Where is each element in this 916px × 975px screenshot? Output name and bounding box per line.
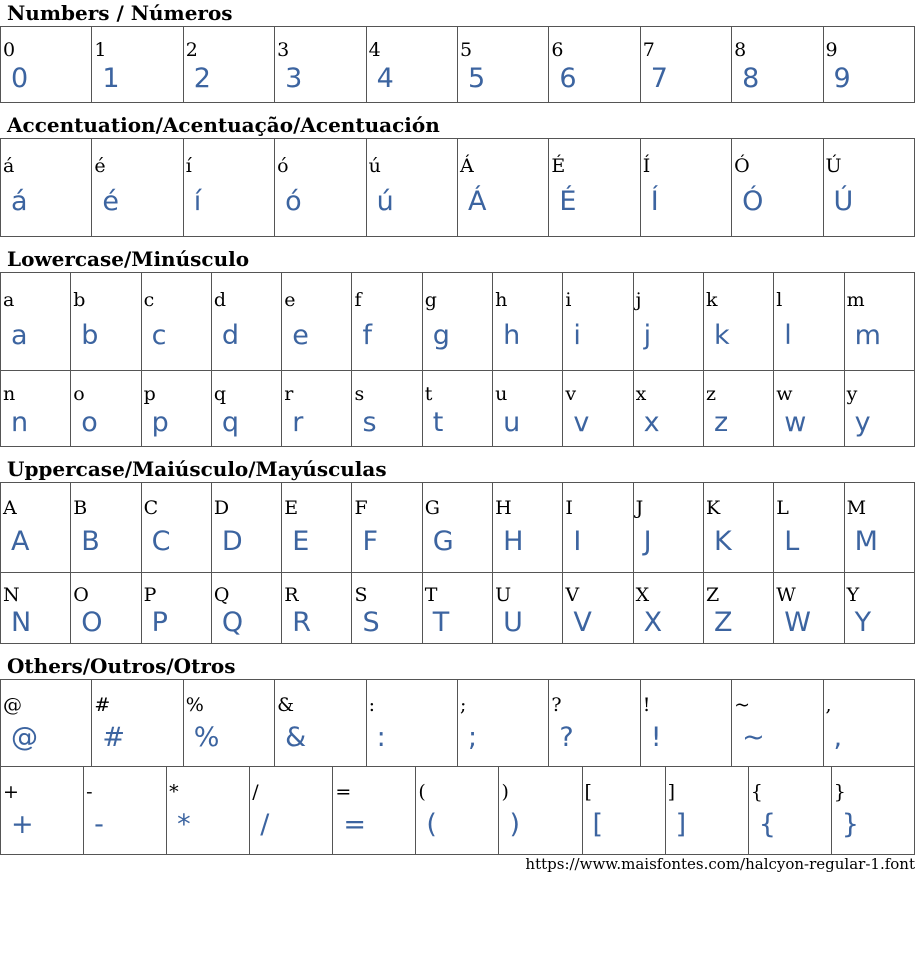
glyph-cell (732, 680, 823, 767)
glyph-cell (275, 680, 366, 767)
glyph-cell (282, 483, 352, 573)
glyph-sample: - (94, 809, 104, 840)
char-label: Q (213, 584, 230, 606)
glyph-sample: ~ (742, 722, 765, 753)
glyph-cell (211, 273, 281, 371)
glyph-cell (823, 139, 914, 237)
glyph-sample: E (292, 526, 310, 557)
char-label: Ú (825, 155, 842, 177)
char-label: q (213, 383, 227, 405)
glyph-sample: ) (509, 809, 521, 840)
char-label: H (495, 497, 512, 519)
glyph-sample: { (758, 809, 776, 840)
glyph-row (0, 370, 915, 447)
glyph-row (0, 572, 915, 644)
glyph-cell (582, 767, 665, 855)
char-label: c (143, 289, 155, 311)
glyph-cell (416, 767, 499, 855)
glyph-cell (1, 371, 71, 447)
glyph-cell (282, 273, 352, 371)
glyph-sample: 0 (11, 63, 29, 94)
glyph-cell (84, 767, 167, 855)
glyph-cell (844, 573, 914, 644)
glyph-sample: Á (467, 186, 487, 217)
glyph-sample: ( (426, 809, 437, 840)
glyph-cell (333, 767, 416, 855)
glyph-cell (493, 371, 563, 447)
char-label: g (424, 289, 437, 311)
glyph-cell (183, 27, 274, 103)
char-label: X (635, 584, 650, 606)
glyph-cell (493, 573, 563, 644)
glyph-sample: j (643, 320, 652, 351)
char-label: ú (368, 155, 381, 177)
char-label: r (284, 383, 294, 405)
glyph-sample: í (193, 186, 202, 217)
glyph-cell (211, 483, 281, 573)
glyph-cell (640, 139, 731, 237)
glyph-sample: C (151, 526, 171, 557)
glyph-cell (1, 573, 71, 644)
char-label: R (284, 584, 299, 606)
glyph-sample: Í (650, 186, 659, 217)
glyph-cell (352, 573, 422, 644)
char-label: Y (846, 584, 860, 606)
glyph-sample: z (713, 407, 729, 438)
glyph-cell (92, 139, 183, 237)
glyph-sample: 7 (650, 63, 668, 94)
glyph-cell (211, 371, 281, 447)
char-label: { (750, 781, 763, 803)
glyph-row (0, 679, 915, 767)
char-label: f (354, 289, 362, 311)
char-label: K (705, 497, 721, 519)
char-label: ~ (734, 694, 751, 716)
glyph-sample: É (559, 186, 577, 217)
glyph-cell (141, 273, 211, 371)
char-label: 9 (825, 39, 838, 61)
char-label: Ó (734, 155, 750, 177)
char-label: 0 (3, 39, 16, 61)
char-label: 2 (185, 39, 198, 61)
glyph-cell (1, 767, 84, 855)
char-label: a (3, 289, 15, 311)
glyph-sample: J (643, 526, 652, 557)
char-label: 5 (459, 39, 473, 61)
char-label: z (705, 383, 716, 405)
glyph-sample: ] (675, 809, 687, 840)
char-label: l (776, 289, 783, 311)
char-label: * (169, 781, 179, 803)
glyph-cell (844, 273, 914, 371)
glyph-sample: N (11, 607, 32, 638)
char-label: i (565, 289, 572, 311)
char-label: ; (459, 694, 467, 716)
glyph-sample: = (343, 809, 366, 840)
glyph-sample: y (854, 407, 871, 438)
char-label: j (635, 289, 642, 311)
glyph-cell (774, 273, 844, 371)
char-label: # (94, 694, 111, 716)
glyph-sample: q (221, 407, 240, 438)
char-label: 7 (642, 39, 655, 61)
glyph-cell (499, 767, 582, 855)
glyph-cell (141, 483, 211, 573)
section-title: Accentuation/Acentuação/Acentuación (7, 113, 440, 137)
glyph-sample: P (151, 607, 168, 638)
glyph-sample: 6 (559, 63, 577, 94)
glyph-cell (275, 27, 366, 103)
char-label: I (565, 497, 573, 519)
glyph-sample: * (177, 809, 191, 840)
char-label: n (3, 383, 16, 405)
glyph-cell (422, 273, 492, 371)
char-label: ! (642, 694, 651, 716)
glyph-sample: x (643, 407, 660, 438)
glyph-cell (71, 573, 141, 644)
char-label: A (3, 497, 17, 519)
glyph-sample: 5 (467, 63, 486, 94)
glyph-cell (703, 483, 773, 573)
glyph-cell (703, 573, 773, 644)
glyph-sample: 1 (102, 63, 120, 94)
glyph-sample: 8 (742, 63, 760, 94)
glyph-cell (563, 371, 633, 447)
glyph-sample: w (784, 407, 807, 438)
glyph-sample: ? (559, 722, 574, 753)
glyph-sample: r (292, 407, 304, 438)
glyph-sample: + (11, 809, 34, 840)
char-label: C (143, 497, 159, 519)
char-label: + (3, 781, 19, 803)
glyph-sample: h (503, 320, 521, 351)
char-label: p (143, 383, 156, 405)
glyph-cell (422, 371, 492, 447)
glyph-cell (1, 139, 92, 237)
char-label: x (635, 383, 647, 405)
glyph-cell (1, 483, 71, 573)
glyph-cell (549, 680, 640, 767)
glyph-cell (844, 483, 914, 573)
char-label: í (185, 155, 192, 177)
glyph-cell (774, 483, 844, 573)
glyph-sample: e (292, 320, 309, 351)
glyph-cell (774, 573, 844, 644)
glyph-sample: 2 (193, 63, 211, 94)
char-label: 4 (368, 39, 381, 61)
glyph-sample: s (362, 407, 377, 438)
glyph-sample: ; (467, 722, 478, 753)
glyph-cell (633, 483, 703, 573)
char-label: [ (584, 781, 592, 803)
glyph-cell (774, 371, 844, 447)
glyph-sample: l (784, 320, 792, 351)
char-label: ? (551, 694, 562, 716)
glyph-cell (282, 371, 352, 447)
glyph-cell (183, 139, 274, 237)
char-label: Á (459, 155, 474, 177)
char-label: U (495, 584, 512, 606)
glyph-cell (250, 767, 333, 855)
char-label: % (185, 694, 204, 716)
glyph-sample: k (713, 320, 730, 351)
glyph-cell (1, 680, 92, 767)
glyph-sample: R (292, 607, 311, 638)
section-title: Others/Outros/Otros (7, 654, 236, 678)
glyph-sample: f (362, 320, 372, 351)
char-label: E (284, 497, 299, 519)
char-label: v (565, 383, 577, 405)
char-label: T (424, 584, 438, 606)
char-label: - (86, 781, 93, 803)
source-url: https://www.maisfontes.com/halcyon-regular-1.font (525, 855, 915, 873)
glyph-cell (366, 27, 457, 103)
char-label: B (73, 497, 88, 519)
char-label: á (3, 155, 15, 177)
glyph-sample: / (260, 809, 270, 840)
glyph-cell (366, 139, 457, 237)
glyph-row (0, 482, 915, 573)
char-label: , (825, 694, 832, 716)
glyph-cell (71, 483, 141, 573)
char-label: F (354, 497, 368, 519)
char-label: h (495, 289, 508, 311)
char-label: : (368, 694, 375, 716)
glyph-sample: t (432, 407, 444, 438)
char-label: / (252, 781, 259, 803)
section-title: Uppercase/Maiúsculo/Mayúsculas (7, 457, 387, 481)
glyph-sample: v (573, 407, 590, 438)
char-label: u (495, 383, 508, 405)
char-label: ] (667, 781, 676, 803)
char-label: W (776, 584, 796, 606)
glyph-cell (92, 680, 183, 767)
glyph-sample: D (221, 526, 243, 557)
glyph-sample: ú (376, 186, 394, 217)
glyph-cell (422, 573, 492, 644)
char-label: m (846, 289, 865, 311)
glyph-cell (732, 27, 823, 103)
glyph-sample: G (432, 526, 454, 557)
section-title: Numbers / Números (7, 1, 233, 25)
char-label: ó (277, 155, 289, 177)
glyph-sample: ! (650, 722, 662, 753)
char-label: O (73, 584, 89, 606)
glyph-cell (1, 27, 92, 103)
glyph-sample: V (573, 607, 592, 638)
glyph-sample: K (713, 526, 732, 557)
char-label: V (565, 584, 580, 606)
glyph-cell (141, 573, 211, 644)
glyph-sample: U (503, 607, 523, 638)
glyph-sample: Ú (833, 186, 854, 217)
glyph-cell (831, 767, 914, 855)
glyph-cell (211, 573, 281, 644)
glyph-cell (563, 483, 633, 573)
char-label: J (635, 497, 644, 519)
glyph-cell (633, 573, 703, 644)
char-label: 1 (94, 39, 107, 61)
glyph-cell (141, 371, 211, 447)
glyph-sample: Z (713, 607, 733, 638)
char-label: 8 (734, 39, 747, 61)
glyph-sample: é (102, 186, 120, 217)
glyph-cell (703, 273, 773, 371)
char-label: = (335, 781, 352, 803)
char-label: N (3, 584, 20, 606)
glyph-sample: c (151, 320, 167, 351)
char-label: w (776, 383, 793, 405)
glyph-cell (823, 27, 914, 103)
section-title: Lowercase/Minúsculo (7, 247, 250, 271)
glyph-row (0, 138, 915, 237)
glyph-sample: F (362, 526, 379, 557)
glyph-sample: % (193, 722, 220, 753)
glyph-cell (352, 273, 422, 371)
glyph-cell (493, 483, 563, 573)
glyph-sample: # (102, 722, 126, 753)
glyph-cell (563, 273, 633, 371)
glyph-sample: u (503, 407, 521, 438)
glyph-sample: & (285, 722, 307, 753)
glyph-cell (732, 139, 823, 237)
glyph-cell (71, 371, 141, 447)
glyph-cell (1, 273, 71, 371)
glyph-sample: H (503, 526, 524, 557)
char-label: M (846, 497, 867, 519)
glyph-cell (275, 139, 366, 237)
char-label: S (354, 584, 368, 606)
glyph-sample: b (81, 320, 99, 351)
char-label: o (73, 383, 85, 405)
glyph-cell (633, 371, 703, 447)
char-label: & (277, 694, 295, 716)
glyph-cell (640, 680, 731, 767)
glyph-sample: m (854, 320, 881, 351)
glyph-sample: L (784, 526, 800, 557)
glyph-sample: O (81, 607, 103, 638)
glyph-sample: I (573, 526, 582, 557)
glyph-sample: ó (285, 186, 302, 217)
glyph-sample: 3 (285, 63, 303, 94)
glyph-cell (352, 483, 422, 573)
glyph-sample: T (432, 607, 450, 638)
glyph-row (0, 26, 915, 103)
glyph-cell (493, 273, 563, 371)
glyph-cell (549, 27, 640, 103)
char-label: G (424, 497, 440, 519)
glyph-sample: Ó (742, 186, 764, 217)
char-label: 6 (551, 39, 564, 61)
char-label: D (213, 497, 230, 519)
glyph-sample: @ (11, 722, 38, 753)
glyph-sample: 9 (833, 63, 851, 94)
glyph-cell (633, 273, 703, 371)
glyph-cell (823, 680, 914, 767)
glyph-cell (366, 680, 457, 767)
glyph-cell (422, 483, 492, 573)
glyph-sample: : (376, 722, 386, 753)
char-label: b (73, 289, 86, 311)
glyph-sample: X (643, 607, 663, 638)
char-label: 3 (277, 39, 290, 61)
glyph-sample: A (11, 526, 30, 557)
glyph-sample: n (11, 407, 29, 438)
glyph-sample: S (362, 607, 380, 638)
glyph-cell (665, 767, 748, 855)
char-label: ( (418, 781, 426, 803)
glyph-cell (748, 767, 831, 855)
glyph-cell (549, 139, 640, 237)
glyph-cell (92, 27, 183, 103)
glyph-sample: } (841, 809, 859, 840)
char-label: @ (3, 694, 22, 716)
glyph-cell (844, 371, 914, 447)
char-label: s (354, 383, 365, 405)
char-label: t (424, 383, 433, 405)
glyph-cell (457, 27, 548, 103)
glyph-sample: 4 (376, 63, 394, 94)
char-label: y (846, 383, 858, 405)
char-label: É (551, 155, 566, 177)
char-label: ) (501, 781, 509, 803)
glyph-sample: g (432, 320, 450, 351)
glyph-cell (71, 273, 141, 371)
char-label: Z (705, 584, 720, 606)
glyph-sample: a (11, 320, 28, 351)
glyph-cell (183, 680, 274, 767)
glyph-cell (563, 573, 633, 644)
glyph-sample: [ (592, 809, 604, 840)
glyph-sample: d (221, 320, 240, 351)
glyph-cell (352, 371, 422, 447)
glyph-sample: M (854, 526, 878, 557)
char-label: d (213, 289, 227, 311)
glyph-sample: , (833, 722, 843, 753)
glyph-sample: Y (854, 607, 872, 638)
char-label: e (284, 289, 296, 311)
glyph-sample: i (573, 320, 581, 351)
char-label: } (833, 781, 846, 803)
char-label: k (705, 289, 718, 311)
glyph-sample: B (81, 526, 100, 557)
char-label: é (94, 155, 106, 177)
glyph-cell (457, 139, 548, 237)
glyph-cell (703, 371, 773, 447)
glyph-cell (282, 573, 352, 644)
glyph-sample: á (11, 186, 28, 217)
glyph-cell (167, 767, 250, 855)
char-label: L (776, 497, 789, 519)
glyph-sample: o (81, 407, 98, 438)
char-label: P (143, 584, 157, 606)
glyph-row (0, 766, 915, 855)
glyph-sample: p (151, 407, 169, 438)
glyph-sample: W (784, 607, 811, 638)
glyph-cell (640, 27, 731, 103)
glyph-row (0, 272, 915, 371)
glyph-sample: Q (221, 607, 244, 638)
char-label: Í (642, 155, 651, 177)
glyph-cell (457, 680, 548, 767)
